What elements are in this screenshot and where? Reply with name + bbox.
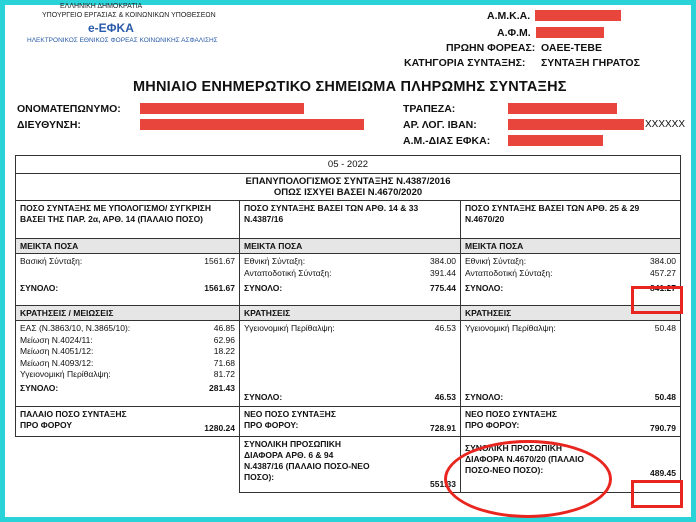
col3-gross-band: ΜΕΙΚΤΑ ΠΟΣΑ	[461, 239, 681, 254]
col3-deductions-band: ΚΡΑΤΗΣΕΙΣ	[461, 306, 681, 321]
line-item: Μείωση Ν.4093/12: 71.68	[20, 357, 235, 368]
col2-deductions-total: ΣΥΝΟΛΟ: 46.53	[244, 391, 456, 402]
address-redaction	[140, 119, 364, 130]
line-item: Ανταποδοτική Σύνταξη: 457.27	[465, 267, 676, 278]
highlight-box-col3-diff	[631, 480, 683, 508]
col1-deductions-cell	[16, 321, 240, 407]
col1-net-cell	[16, 407, 240, 437]
col3-header: ΠΟΣΟ ΣΥΝΤΑΞΗΣ ΒΑΣΕΙ ΤΩΝ ΑΡΘ. 25 & 29 Ν.4670/20	[461, 201, 681, 239]
col3-gross-total: ΣΥΝΟΛΟ: 841.27	[465, 283, 676, 293]
iban-label: ΑΡ. ΛΟΓ. IBAN:	[403, 119, 477, 131]
col2-gross-total: ΣΥΝΟΛΟ: 775.44	[244, 283, 456, 293]
bank-redaction	[508, 103, 617, 114]
period-cell: 05 - 2022	[16, 156, 681, 174]
col3-net-label: ΝΕΟ ΠΟΣΟ ΣΥΝΤΑΞΗΣ ΠΡΟ ΦΟΡΟΥ:	[465, 409, 557, 430]
efka-logo: e-ΕΦΚΑ	[88, 21, 134, 35]
col3-diff-value: 489.45	[650, 468, 676, 478]
col2-gross-band: ΜΕΙΚΤΑ ΠΟΣΑ	[240, 239, 461, 254]
col2-diff-label: ΣΥΝΟΛΙΚΗ ΠΡΟΣΩΠΙΚΗ ΔΙΑΦΟΡΑ ΑΡΘ. 6 & 94 Ν.4387/16 (ΠΑΛΑΙΟ ΠΟΣΟ-ΝΕΟ ΠΟΣΟ):	[244, 439, 370, 482]
am-dias-redaction	[508, 135, 603, 146]
line-item: Ανταποδοτική Σύνταξη: 391.44	[244, 267, 456, 278]
address-label: ΔΙΕΥΘΥΝΣΗ:	[17, 119, 81, 131]
ministry-text: ΥΠΟΥΡΓΕΙΟ ΕΡΓΑΣΙΑΣ & ΚΟΙΝΩΝΙΚΩΝ ΥΠΟΘΕΣΕΩΝ	[42, 12, 216, 19]
recalc-title: ΕΠΑΝΥΠΟΛΟΓΙΣΜΟΣ ΣΥΝΤΑΞΗΣ Ν.4387/2016	[245, 176, 451, 187]
name-redaction	[140, 103, 304, 114]
col1-gross-band: ΜΕΙΚΤΑ ΠΟΣΑ	[16, 239, 240, 254]
iban-suffix: XXXXXX	[645, 119, 686, 130]
line-item: ΕΑΣ (Ν.3863/10, Ν.3865/10): 46.85	[20, 323, 235, 333]
prior-body-value: ΟΑΕΕ-ΤΕΒΕ	[541, 42, 602, 54]
document-title: ΜΗΝΙΑΙΟ ΕΝΗΜΕΡΩΤΙΚΟ ΣΗΜΕΙΩΜΑ ΠΛΗΡΩΜΗΣ ΣΥΝΤΑΞΗΣ	[133, 79, 567, 95]
afm-label: Α.Φ.Μ.	[497, 27, 531, 39]
pension-category-value: ΣΥΝΤΑΞΗ ΓΗΡΑΤΟΣ	[541, 57, 640, 69]
col1-gross-cell	[16, 254, 240, 306]
prior-body-label: ΠΡΩΗΝ ΦΟΡΕΑΣ:	[446, 42, 536, 54]
line-item: Μείωση Ν.4051/12: 18.22	[20, 346, 235, 356]
iban-redaction	[508, 119, 644, 130]
col1-deductions-total: ΣΥΝΟΛΟ: 281.43	[20, 382, 235, 393]
recalc-header	[16, 174, 681, 201]
col3-net-value: 790.79	[650, 423, 676, 433]
col3-deductions-total: ΣΥΝΟΛΟ: 50.48	[465, 391, 676, 402]
amka-label: Α.Μ.Κ.Α.	[487, 10, 531, 22]
am-dias-label: Α.Μ.-ΔΙΑΣ ΕΦΚΑ:	[403, 135, 491, 147]
col1-net-value: 1280.24	[204, 423, 235, 433]
agency-text: ΗΛΕΚΤΡΟΝΙΚΟΣ ΕΘΝΙΚΟΣ ΦΟΡΕΑΣ ΚΟΙΝΩΝΙΚΗΣ ΑΣΦΑΛΙΣΗΣ	[27, 37, 218, 44]
line-item: Βασική Σύνταξη: 1561.67	[20, 256, 235, 266]
bank-label: ΤΡΑΠΕΖΑ:	[403, 103, 456, 115]
col2-header: ΠΟΣΟ ΣΥΝΤΑΞΗΣ ΒΑΣΕΙ ΤΩΝ ΑΡΘ. 14 & 33 Ν.4387/16	[240, 201, 461, 239]
col2-deductions-band: ΚΡΑΤΗΣΕΙΣ	[240, 306, 461, 321]
col1-net-label: ΠΑΛΑΙΟ ΠΟΣΟ ΣΥΝΤΑΞΗΣ ΠΡΟ ΦΟΡΟΥ	[20, 409, 127, 430]
amka-redaction	[535, 10, 621, 21]
pension-category-label: ΚΑΤΗΓΟΡΙΑ ΣΥΝΤΑΞΗΣ:	[404, 57, 526, 69]
line-item: Εθνική Σύνταξη: 384.00	[465, 256, 676, 266]
highlight-box-col3-gross-total	[631, 286, 683, 314]
name-label: ΟΝΟΜΑΤΕΠΩΝΥΜΟ:	[17, 103, 121, 115]
country-text: ΕΛΛΗΝΙΚΗ ΔΗΜΟΚΡΑΤΙΑ	[60, 3, 143, 10]
col1-gross-total: ΣΥΝΟΛΟ: 1561.67	[20, 283, 235, 293]
col3-net-cell	[461, 407, 681, 437]
col2-deductions-cell	[240, 321, 461, 407]
afm-redaction	[536, 27, 604, 38]
highlight-ellipse	[444, 440, 612, 518]
line-item: Υγειονομική Περίθαλψη: 50.48	[465, 323, 676, 333]
line-item: Μείωση Ν.4024/11: 62.96	[20, 334, 235, 345]
col2-net-label: ΝΕΟ ΠΟΣΟ ΣΥΝΤΑΞΗΣ ΠΡΟ ΦΟΡΟΥ:	[244, 409, 336, 430]
col2-gross-cell	[240, 254, 461, 306]
col2-net-value: 728.91	[430, 423, 456, 433]
col1-deductions-band: ΚΡΑΤΗΣΕΙΣ / ΜΕΙΩΣΕΙΣ	[16, 306, 240, 321]
line-item: Εθνική Σύνταξη: 384.00	[244, 256, 456, 266]
col1-header: ΠΟΣΟ ΣΥΝΤΑΞΗΣ ΜΕ ΥΠΟΛΟΓΙΣΜΟ/ ΣΥΓΚΡΙΣΗ ΒΑΣΕΙ ΤΗΣ ΠΑΡ. 2α, ΑΡΘ. 14 (ΠΑΛΑΙΟ ΠΟΣΟ)	[16, 201, 240, 239]
pension-table	[15, 155, 681, 493]
recalc-subtitle: ΟΠΩΣ ΙΣΧΥΕΙ ΒΑΣΕΙ Ν.4670/2020	[273, 187, 423, 198]
col3-diff-label: ΣΥΝΟΛΙΚΗ ΠΡΟΣΩΠΙΚΗ ΔΙΑΦΟΡΑ Ν.4670/20 (ΠΑΛΑΙΟ ΠΟΣΟ-ΝΕΟ ΠΟΣΟ):	[465, 443, 584, 475]
col2-diff-value: 551.33	[430, 479, 456, 489]
line-item: Υγειονομική Περίθαλψη: 46.53	[244, 323, 456, 333]
col2-diff-cell	[240, 437, 461, 493]
col1-empty-cell	[16, 437, 240, 493]
line-item: Υγειονομική Περίθαλψη: 81.72	[20, 369, 235, 379]
col3-deductions-cell	[461, 321, 681, 407]
col2-net-cell	[240, 407, 461, 437]
